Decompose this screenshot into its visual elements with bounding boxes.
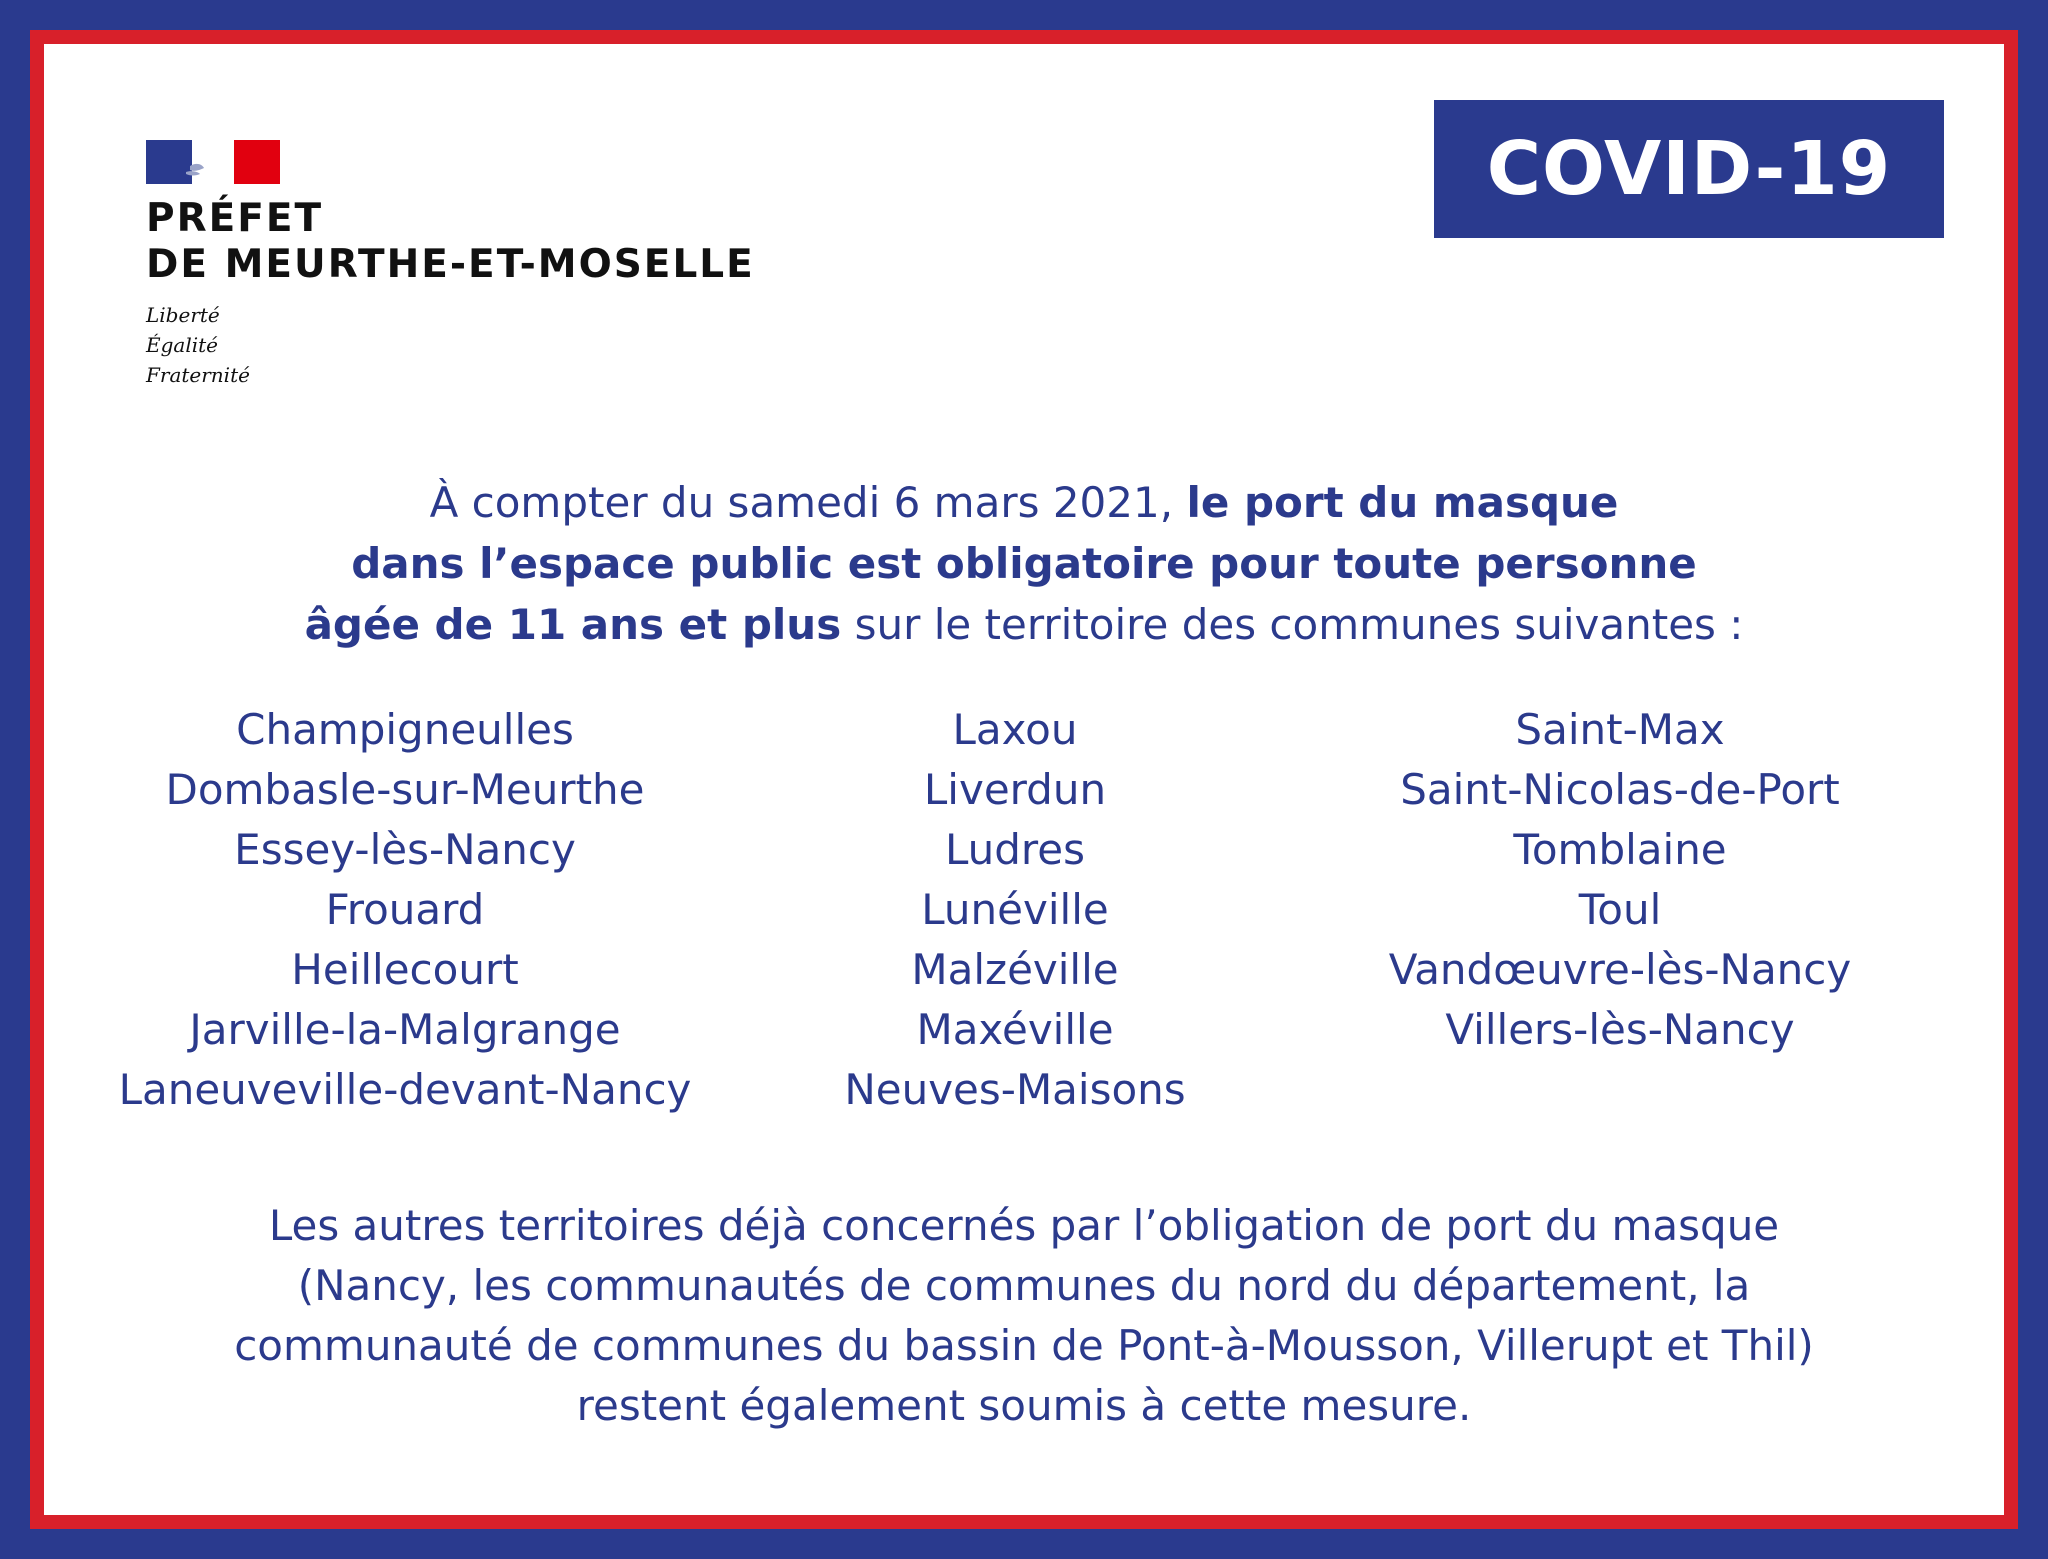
closing-line: restent également soumis à cette mesure.	[576, 1381, 1472, 1430]
closing-line: Les autres territoires déjà concernés par l’obligation de port du masque	[268, 1201, 1780, 1250]
prefet-title	[146, 196, 755, 288]
motto-liberte: Liberté	[146, 303, 220, 327]
commune-item: Vandœuvre-lès-Nancy	[1388, 945, 1852, 994]
republic-motto	[146, 300, 250, 390]
closing-paragraph	[80, 1196, 1968, 1436]
commune-item: Laxou	[952, 705, 1078, 754]
commune-item: Saint-Max	[1515, 705, 1725, 754]
intro-bold-2: dans l’espace public est obligatoire pour toute personne	[351, 539, 1697, 588]
communes-list	[80, 700, 1968, 1130]
prefet-title-line1: PRÉFET	[146, 196, 324, 241]
commune-item: Heillecourt	[291, 945, 519, 994]
communes-column-3	[1320, 700, 1920, 1060]
communes-column-1	[80, 700, 730, 1120]
commune-item: Neuves-Maisons	[844, 1065, 1186, 1114]
motto-egalite: Égalité	[146, 333, 218, 357]
intro-bold-1: le port du masque	[1186, 478, 1619, 527]
commune-item: Frouard	[325, 885, 485, 934]
commune-item: Tomblaine	[1513, 825, 1727, 874]
commune-item: Lunéville	[921, 885, 1109, 934]
intro-paragraph	[80, 472, 1968, 655]
commune-item: Liverdun	[923, 765, 1107, 814]
commune-item: Saint-Nicolas-de-Port	[1400, 765, 1840, 814]
communes-column-2	[730, 700, 1300, 1120]
intro-text-1: À compter du samedi 6 mars 2021,	[429, 478, 1187, 527]
commune-item: Ludres	[944, 825, 1085, 874]
covid-badge: COVID-19	[1434, 100, 1944, 238]
commune-item: Maxéville	[916, 1005, 1114, 1054]
commune-item: Essey-lès-Nancy	[234, 825, 576, 874]
intro-text-2: sur le territoire des communes suivantes :	[841, 600, 1744, 649]
prefet-title-line2: DE MEURTHE-ET-MOSELLE	[146, 242, 755, 287]
commune-item: Malzéville	[911, 945, 1119, 994]
commune-item: Champigneulles	[236, 705, 574, 754]
intro-bold-3: âgée de 11 ans et plus	[304, 600, 842, 649]
commune-item: Toul	[1578, 885, 1662, 934]
motto-fraternite: Fraternité	[146, 363, 250, 387]
marianne-flag-icon	[146, 140, 280, 184]
closing-line: communauté de communes du bassin de Pont-à-Mousson, Villerupt et Thil)	[234, 1321, 1814, 1370]
commune-item: Villers-lès-Nancy	[1445, 1005, 1795, 1054]
prefecture-logo	[146, 140, 806, 400]
commune-item: Laneuveville-devant-Nancy	[118, 1065, 692, 1114]
commune-item: Jarville-la-Malgrange	[189, 1005, 621, 1054]
closing-line: (Nancy, les communautés de communes du nord du département, la	[297, 1261, 1751, 1310]
commune-item: Dombasle-sur-Meurthe	[165, 765, 645, 814]
